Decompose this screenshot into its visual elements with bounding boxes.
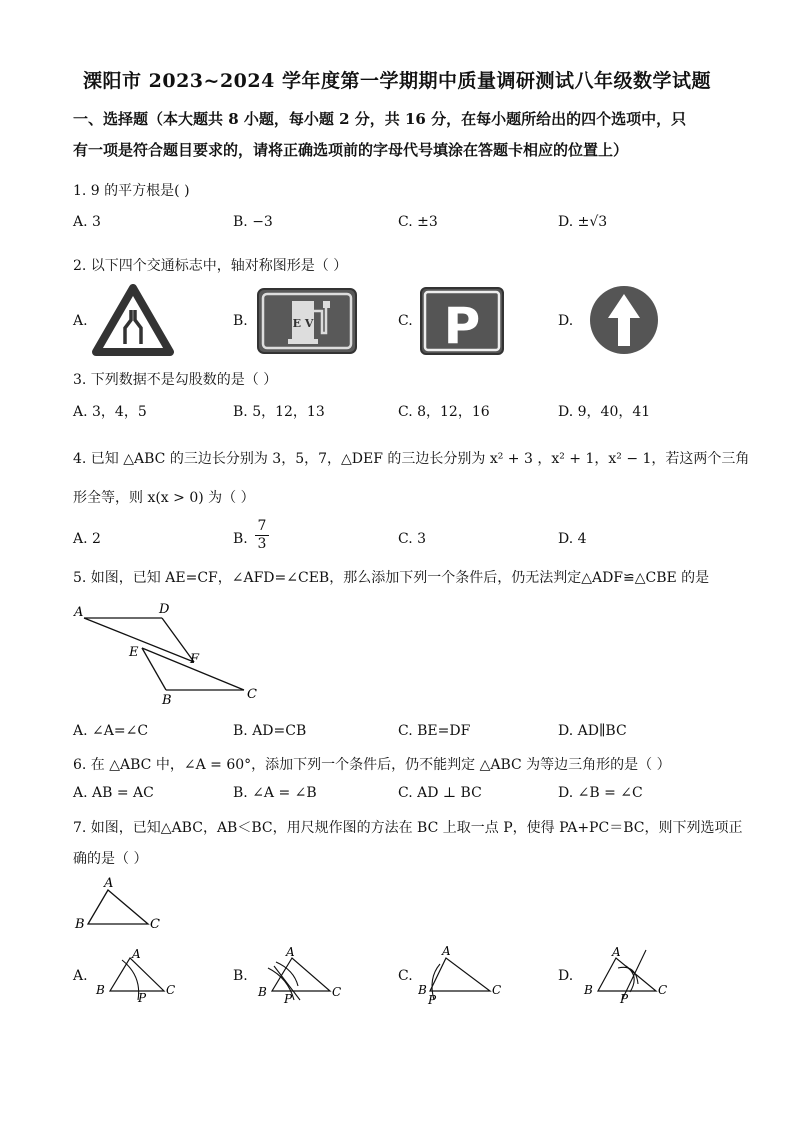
q5-figure xyxy=(70,598,270,710)
q7b-label-p: P xyxy=(284,992,293,1006)
question-3-stem: 3. 下列数据不是勾股数的是（ ） xyxy=(73,372,278,388)
q7c-label-c: C xyxy=(492,983,502,997)
q4-option-d: D. 4 xyxy=(558,531,587,547)
q6-option-b: B. ∠A = ∠B xyxy=(233,785,317,801)
q3-option-c: C. 8，12，16 xyxy=(398,404,490,420)
q7-label-b: B xyxy=(75,917,85,932)
q7-base-triangle xyxy=(70,872,170,934)
question-4-stem: 4. 已知 △ABC 的三边长分别为 3，5，7，△DEF 的三边长分别为 x² + 3 ，x² + 1，x² − 1，若这两个三角 xyxy=(73,451,750,467)
q5-option-d: D. AD∥BC xyxy=(558,723,627,739)
q7-option-b: B. xyxy=(233,968,248,984)
q7-label-a: A xyxy=(104,876,114,891)
q7a-label-p: P xyxy=(138,991,147,1005)
q2-option-d: D. xyxy=(558,313,574,329)
q5-label-b: B xyxy=(162,693,172,708)
q6-option-c: C. AD ⊥ BC xyxy=(398,785,482,801)
q2-option-b: B. xyxy=(233,313,248,329)
fraction-numerator: 7 xyxy=(255,518,269,536)
q1-option-d: D. ±√3 xyxy=(558,214,608,230)
fraction-denominator: 3 xyxy=(257,536,267,552)
q1-option-b: B. −3 xyxy=(233,214,273,230)
q7c-label-p: P xyxy=(428,993,437,1006)
q7-option-a-figure xyxy=(92,944,184,1006)
q7-option-c: C. xyxy=(398,968,413,984)
q5-label-e: E xyxy=(129,645,139,660)
q7-option-a: A. xyxy=(73,968,88,984)
q5-label-d: D xyxy=(159,602,170,617)
q7-option-c-figure xyxy=(418,944,510,1006)
q1-option-c: C. ±3 xyxy=(398,214,438,230)
q7b-label-c: C xyxy=(332,985,342,999)
q5-option-a: A. ∠A=∠C xyxy=(73,723,149,739)
ev-charging-sign-icon xyxy=(256,287,358,355)
q7a-label-a: A xyxy=(132,947,141,961)
q3-option-d: D. 9，40，41 xyxy=(558,404,651,420)
q7a-label-b: B xyxy=(96,983,105,997)
question-7-stem-line2: 确的是（ ） xyxy=(73,851,148,867)
q1-option-a: A. 3 xyxy=(73,214,101,230)
parking-sign-icon xyxy=(419,286,505,356)
q5-option-b: B. AD=CB xyxy=(233,723,307,739)
q7c-label-b: B xyxy=(418,983,427,997)
q4-option-c: C. 3 xyxy=(398,531,427,547)
q7b-label-b: B xyxy=(258,985,267,999)
page-title: 溧阳市 2023~2024 学年度第一学期期中质量调研测试八年级数学试题 xyxy=(83,70,711,92)
q7c-label-a: A xyxy=(442,944,451,958)
parking-sign-text: P xyxy=(443,297,481,355)
q7-option-b-figure xyxy=(254,944,350,1006)
q7d-label-b: B xyxy=(584,983,593,997)
question-7-stem: 7. 如图，已知△ABC，AB＜BC，用尺规作图的方法在 BC 上取一点 P，使得 PA+PC＝BC，则下列选项正 xyxy=(73,820,743,836)
q4-option-b-fraction xyxy=(255,518,269,553)
q4-option-b: B. xyxy=(233,531,248,547)
question-1-stem: 1. 9 的平方根是( ) xyxy=(73,183,190,199)
q5-label-c: C xyxy=(247,687,257,702)
q7b-label-a: A xyxy=(286,945,295,959)
q3-option-a: A. 3，4，5 xyxy=(73,404,147,420)
question-6-stem: 6. 在 △ABC 中，∠A = 60°，添加下列一个条件后，仍不能判定 △ABC 为等边三角形的是（ ） xyxy=(73,757,671,773)
q7d-label-a: A xyxy=(612,945,621,959)
road-narrows-sign-icon xyxy=(92,284,174,356)
q7-label-c: C xyxy=(150,917,160,932)
q7-option-d-figure xyxy=(582,944,678,1006)
question-2-stem: 2. 以下四个交通标志中，轴对称图形是（ ） xyxy=(73,258,348,274)
q6-option-d: D. ∠B = ∠C xyxy=(558,785,643,801)
section-heading-line2: 有一项是符合题目要求的，请将正确选项前的字母代号填涂在答题卡相应的位置上） xyxy=(73,141,629,159)
q7d-label-c: C xyxy=(658,983,668,997)
q5-label-f: F xyxy=(190,652,200,667)
q7-option-d: D. xyxy=(558,968,574,984)
question-5-stem: 5. 如图，已知 AE=CF，∠AFD=∠CEB，那么添加下列一个条件后，仍无法判定△ADF≌△CBE 的是 xyxy=(73,570,710,586)
ahead-only-sign-icon xyxy=(582,284,666,356)
ev-sign-text: E V xyxy=(292,317,314,330)
question-4-stem-line2: 形全等，则 x(x > 0) 为（ ） xyxy=(73,490,255,506)
q5-option-c: C. BE=DF xyxy=(398,723,471,739)
q2-option-a: A. xyxy=(73,313,88,329)
section-heading-line1: 一、选择题（本大题共 8 小题，每小题 2 分，共 16 分，在每小题所给出的四个选项中，只 xyxy=(73,110,687,128)
q2-option-c: C. xyxy=(398,313,413,329)
q3-option-b: B. 5，12，13 xyxy=(233,404,325,420)
q7d-label-p: P xyxy=(620,992,629,1006)
q7a-label-c: C xyxy=(166,983,176,997)
q4-option-a: A. 2 xyxy=(73,531,101,547)
q6-option-a: A. AB = AC xyxy=(73,785,154,801)
q5-label-a: A xyxy=(74,605,84,620)
